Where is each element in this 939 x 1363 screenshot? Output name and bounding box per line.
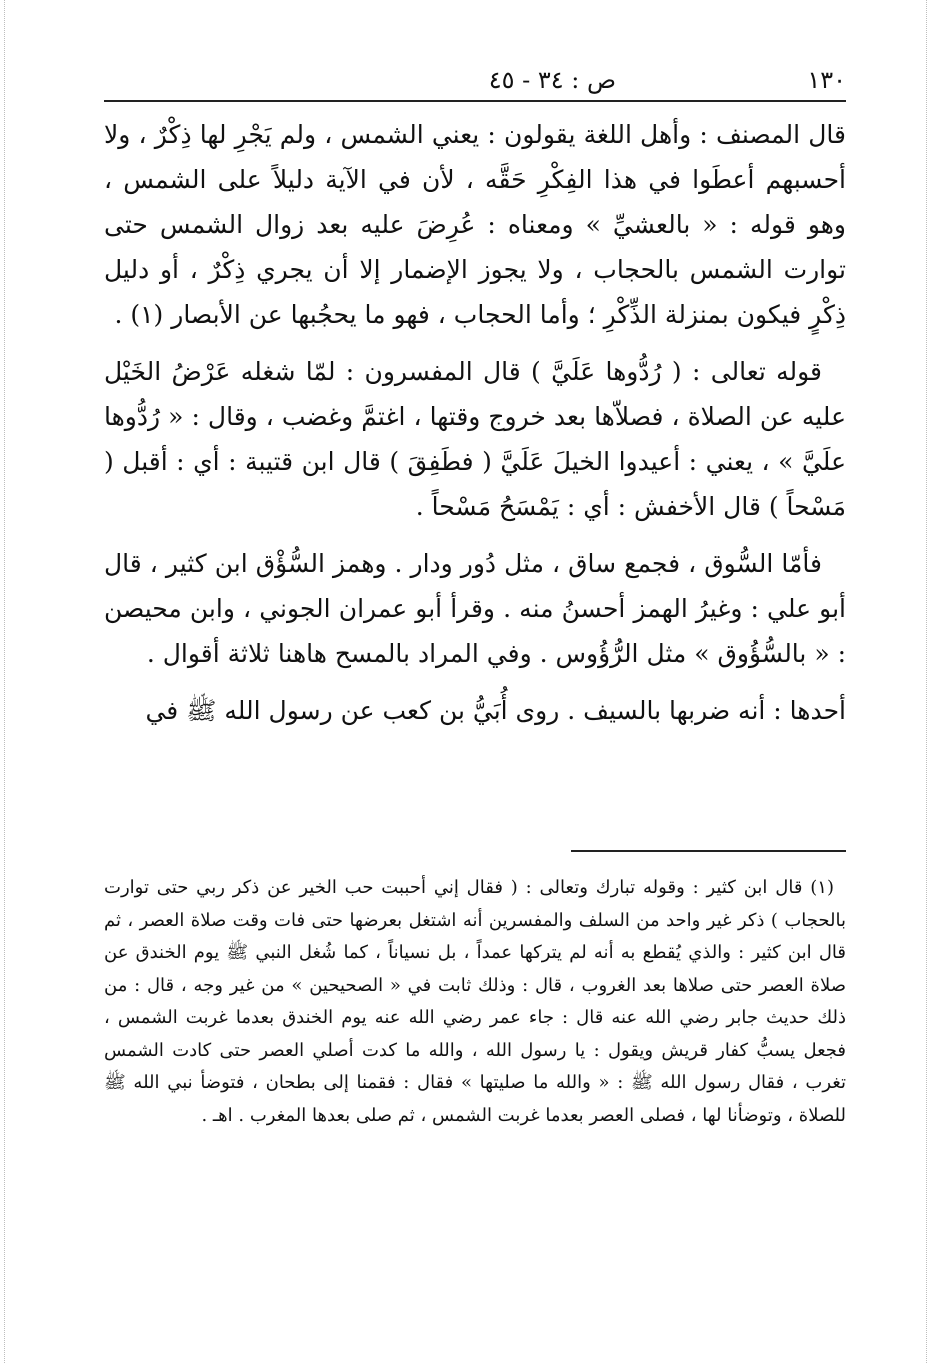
paragraph: أحدها : أنه ضربها بالسيف . روى أُبَيُّ بن كعب عن رسول الله ﷺ في (145, 696, 846, 725)
footnote-text: (١) قال ابن كثير : وقوله تبارك وتعالى : ( فقال إني أحببت حب الخير عن ذكر ربي حتى توارت بالحجاب ) ذكر غير واحد من السلف والمفسرين أنه اشتغل بعرضها حتى فات وقت صلاة العصر ، ثم قال ابن كثير : والذي يُقطع به أنه لم يتركها عمداً ، بل نسياناً ، كما شُغل النبي ﷺ يوم الخندق عن صلاة العصر حتى صلاها بعد الغروب ، قال : وذلك ثابت في « الصحيحين » من غير وجه ، قال : من ذلك حديث جابر رضي الله عنه قال : جاء عمر رضي الله عنه يوم الخندق بعدما غربت الشمس ، فجعل يسبُّ كفار قريش ويقول : يا رسول الله ، والله ما كدت أصلي العصر حتى كادت الشمس تغرب ، فقال رسول الله ﷺ : « والله ما صليتها » فقال : فقمنا إلى بطحان ، فتوضأ نبي الله ﷺ للصلاة ، وتوضأنا لها ، فصلى العصر بعدما غربت الشمس ، ثم صلى بعدها المغرب . اهـ . (104, 877, 846, 1126)
main-text (104, 112, 846, 733)
footnote-rule (571, 850, 846, 852)
scan-edge-left (4, 0, 5, 1363)
header-rule (104, 100, 846, 102)
scan-edge-right (926, 0, 927, 1363)
paragraph: قوله تعالى : ( رُدُّوها عَلَيَّ ) قال المفسرون : لمّا شغله عَرْضُ الخَيْل عليه عن الصلاة ، فصلاّها بعد خروج وقتها ، اغتمَّ وغضب ، وقال : « رُدُّوها علَيَّ » ، يعني : أعيدوا الخيلَ عَلَيَّ ( فطَفِقَ ) قال ابن قتيبة : أي : أقبل ( مَسْحاً ) قال الأخفش : أي : يَمْسَحُ مَسْحاً . (104, 357, 846, 521)
page-number: ١٣٠ (807, 66, 846, 94)
paragraph: فأمّا السُّوق ، فجمع ساق ، مثل دُور ودار . وهمز السُّؤْق ابن كثير ، قال أبو علي : وغيرُ الهمز أحسنُ منه . وقرأ أبو عمران الجوني ، وابن محيصن : « بالسُّؤُوق » مثل الرُّؤُوس . وفي المراد بالمسح هاهنا ثلاثة أقوال . (104, 549, 846, 668)
verse-range: ص : ٣٤ - ٤٥ (488, 66, 616, 94)
page-header (104, 60, 846, 98)
footnote (104, 872, 846, 1132)
paragraph: قال المصنف : وأهل اللغة يقولون : يعني الشمس ، ولم يَجْرِ لها ذِكْرٌ ، ولا أحسبهم أعطَوا في هذا الفِكْرِ حَقَّه ، لأن في الآية دليلاً على الشمس ، وهو قوله : « بالعشيِّ » ومعناه : عُرِضَ عليه بعد زوال الشمس حتى توارت الشمس بالحجاب ، ولا يجوز الإضمار إلا أن يجري ذِكْرٌ ، أو دليل ذِكْرٍ فيكون بمنزلة الذِّكْرِ ؛ وأما الحجاب ، فهو ما يحجُبها عن الأبصار (١) . (104, 120, 846, 329)
